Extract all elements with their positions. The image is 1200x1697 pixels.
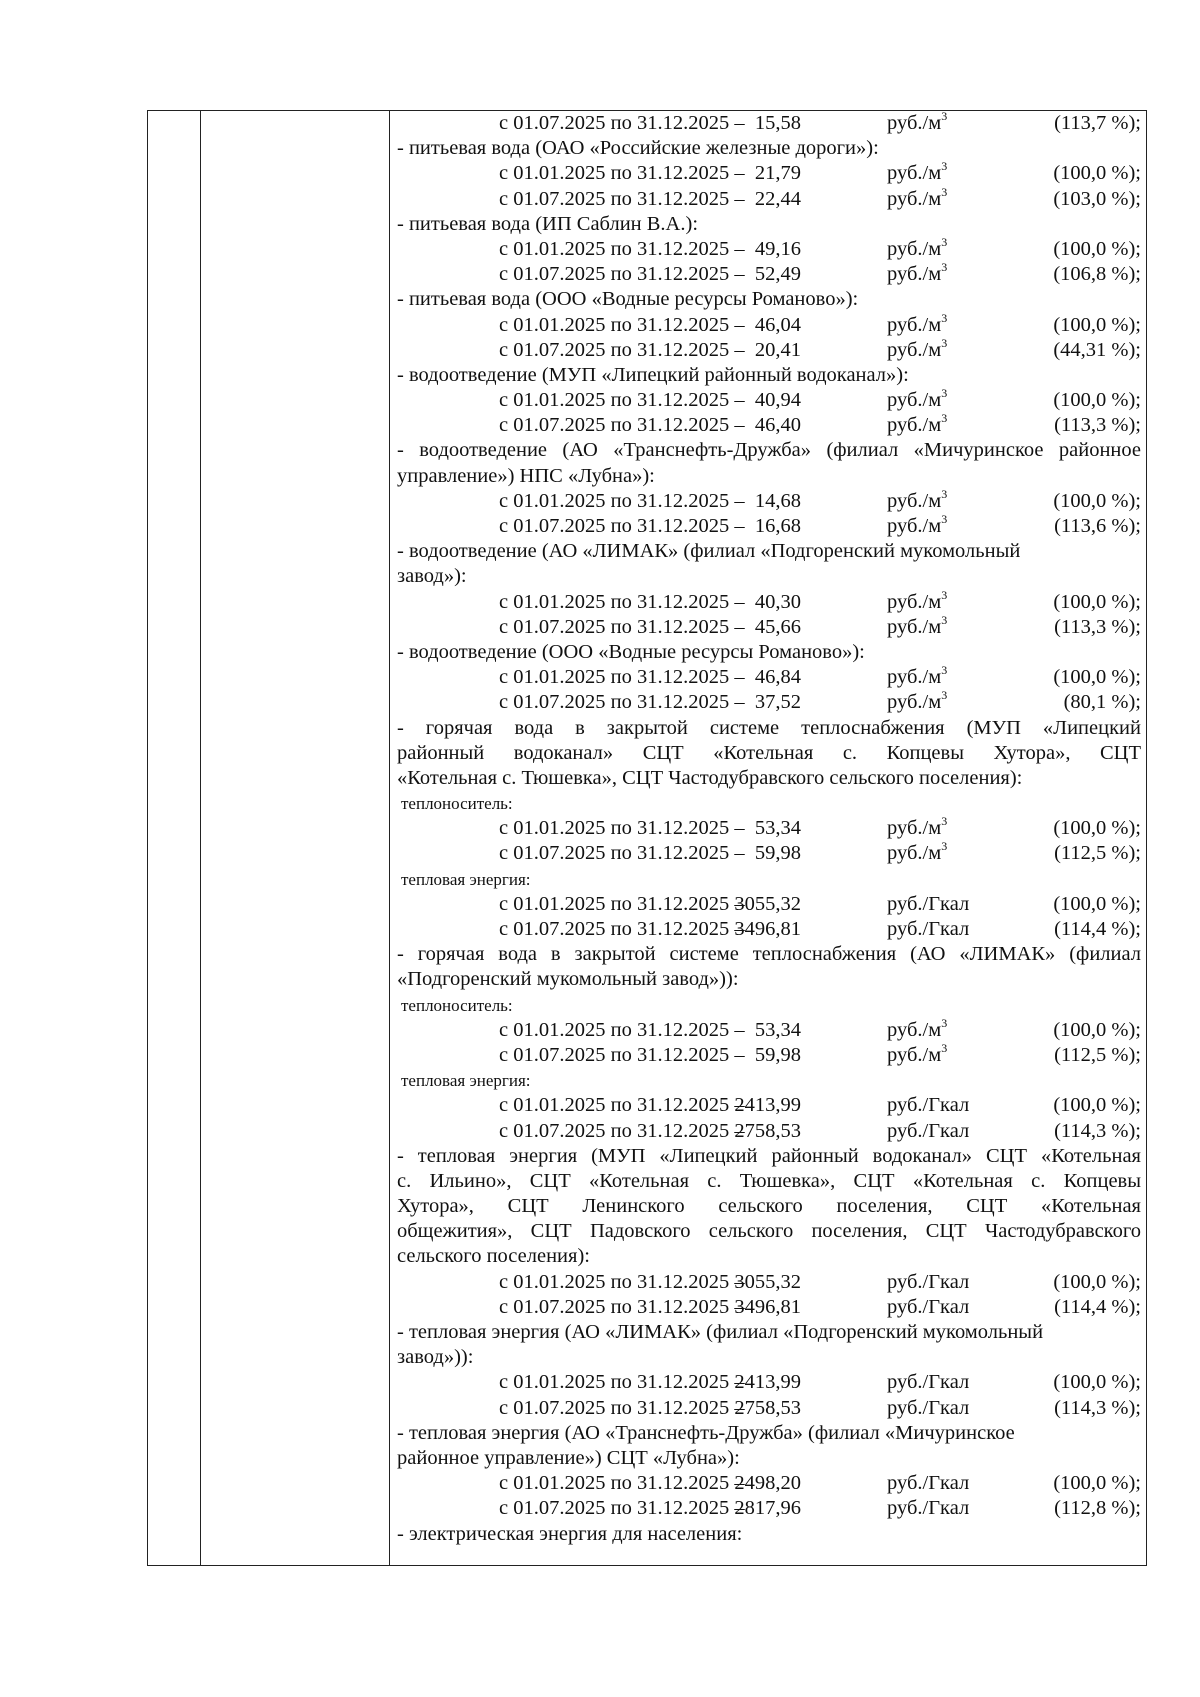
rate-value: 2758,53 (734, 1396, 801, 1419)
rate-percent: (100,0 %); (1053, 590, 1141, 613)
service-heading-line: - горячая вода в закрытой системе теплоснабжения (АО «ЛИМАК» (филиал (397, 943, 1141, 966)
service-heading (397, 287, 1141, 312)
rate-value: 3055,32 (734, 1270, 801, 1293)
tariff-rate-row (397, 1496, 1141, 1521)
service-heading (397, 942, 1141, 992)
service-heading-line: районный водоканал» СЦТ «Котельная с. Копцевы Хутора», СЦТ (397, 741, 1141, 764)
service-heading-line: - питьевая вода (ОАО «Российские железные дороги»): (397, 137, 879, 160)
rate-percent: (100,0 %); (1053, 817, 1141, 840)
rate-period: с 01.01.2025 по 31.12.2025 – (499, 1472, 745, 1495)
rate-unit-text: руб./Гкал (887, 892, 970, 915)
service-heading-line: - водоотведение (МУП «Липецкий районный водоканал»): (397, 363, 909, 386)
rate-unit-exponent: 3 (941, 335, 948, 350)
rate-value: 46,04 (754, 313, 801, 336)
rate-unit-text: руб./Гкал (887, 918, 970, 940)
rate-unit-text: руб./Гкал (887, 1497, 970, 1520)
rate-unit (887, 413, 947, 438)
service-heading-line: - тепловая энергия (АО «Транснефть-Дружба» (филиал «Мичуринское (397, 1421, 1015, 1444)
service-heading-line: «Котельная с. Тюшевка», СЦТ Частодубравского сельского поселения): (397, 766, 1023, 789)
rate-period: с 01.07.2025 по 31.12.2025 – (499, 1396, 745, 1419)
rate-value: 22,44 (754, 187, 801, 210)
rate-unit (887, 310, 948, 338)
rate-percent: (100,0 %); (1053, 162, 1141, 185)
rate-value: 15,58 (754, 112, 801, 134)
rate-period: с 01.01.2025 по 31.12.2025 – (499, 489, 745, 512)
document-table (147, 110, 1147, 1566)
rate-unit (887, 1471, 969, 1496)
tariff-rate-row (397, 1396, 1141, 1421)
rate-value: 20,41 (754, 338, 801, 361)
tariff-rate-row (397, 388, 1141, 413)
rate-unit-exponent: 3 (941, 612, 948, 627)
service-heading (397, 363, 1141, 388)
rate-unit-text: руб./Гкал (887, 1119, 970, 1142)
rate-unit-text: руб./м (887, 237, 942, 260)
rate-percent: (100,0 %); (1053, 666, 1141, 689)
rate-value: 59,98 (754, 842, 801, 865)
rate-percent: (112,5 %); (1054, 842, 1141, 865)
service-heading-line: - питьевая вода (ООО «Водные ресурсы Романово»): (397, 288, 859, 311)
rate-value: 53,34 (754, 1018, 801, 1041)
rate-unit-text: руб./м (887, 515, 942, 537)
tariff-rate-row (397, 1370, 1141, 1395)
service-heading-line: Хутора», СЦТ Ленинского сельского поселения, СЦТ «Котельная (397, 1195, 1141, 1218)
service-heading-line: - водоотведение (ООО «Водные ресурсы Романово»): (397, 640, 865, 663)
service-heading (397, 438, 1141, 488)
rate-unit (887, 1270, 969, 1295)
rate-percent: (100,0 %); (1053, 1094, 1141, 1117)
rate-period: с 01.07.2025 по 31.12.2025 – (499, 414, 745, 437)
rate-period: с 01.07.2025 по 31.12.2025 – (499, 1043, 745, 1066)
rate-value: 46,84 (754, 666, 801, 689)
rate-percent: (113,3 %); (1054, 414, 1141, 437)
rate-value: 16,68 (754, 515, 801, 537)
rate-unit (887, 1496, 969, 1521)
rate-unit-text: руб./Гкал (887, 1270, 970, 1293)
service-heading-line: завод»)): (397, 1346, 474, 1369)
rate-unit (887, 1040, 948, 1068)
tariff-rate-row (397, 413, 1141, 438)
rate-period: с 01.01.2025 по 31.12.2025 – (499, 389, 745, 412)
rate-unit-text: руб./м (887, 1043, 942, 1066)
rate-unit (887, 665, 947, 690)
service-heading-line: - водоотведение (АО «ЛИМАК» (филиал «Подгоренский мукомольный (397, 540, 1021, 563)
service-heading-line: - электрическая энергия для населения: (397, 1522, 743, 1545)
rate-unit-text: руб./м (887, 414, 942, 437)
rate-period: с 01.07.2025 по 31.12.2025 – (499, 338, 745, 361)
rate-percent: (103,0 %); (1053, 187, 1141, 210)
tariff-rate-row (397, 892, 1141, 917)
service-heading-line: сельского поселения): (397, 1245, 590, 1268)
rate-period: с 01.07.2025 по 31.12.2025 – (499, 1295, 745, 1318)
rate-period: с 01.07.2025 по 31.12.2025 – (499, 187, 745, 210)
rate-percent: (100,0 %); (1053, 313, 1141, 336)
rate-unit-text: руб./м (887, 389, 942, 412)
rate-value: 2413,99 (734, 1371, 801, 1394)
rate-period: с 01.07.2025 по 31.12.2025 – (499, 263, 745, 286)
rate-value: 49,16 (754, 237, 801, 260)
category-label: теплоноситель: (401, 794, 513, 814)
column-divider (389, 111, 390, 1565)
service-heading-line: - водоотведение (АО «Транснефть-Дружба» (филиал «Мичуринское районное (397, 439, 1141, 462)
rate-period: с 01.01.2025 по 31.12.2025 – (499, 1371, 745, 1394)
tariff-rate-row (397, 234, 1141, 262)
rate-unit-exponent: 3 (941, 109, 948, 123)
service-heading (397, 1522, 1141, 1547)
rate-unit-text: руб./м (887, 615, 942, 638)
tariff-rate-row (397, 486, 1141, 514)
service-heading (397, 716, 1141, 792)
rate-unit (887, 612, 948, 640)
rate-percent: (113,3 %); (1054, 615, 1141, 638)
rate-period: с 01.07.2025 по 31.12.2025 – (499, 515, 745, 537)
rate-unit-exponent: 3 (941, 411, 948, 426)
tariff-rate-row (397, 262, 1141, 287)
service-heading (397, 640, 1141, 665)
rate-period: с 01.01.2025 по 31.12.2025 – (499, 237, 745, 260)
rate-period: с 01.07.2025 по 31.12.2025 – (499, 842, 745, 865)
rate-unit-text: руб./м (887, 590, 942, 613)
rate-unit-text: руб./м (887, 489, 942, 512)
tariff-rate-row (397, 841, 1141, 866)
service-heading-line: - питьевая вода (ИП Саблин В.А.): (397, 212, 699, 235)
rate-period: с 01.07.2025 по 31.12.2025 – (499, 615, 745, 638)
rate-value: 37,52 (754, 691, 801, 714)
rate-unit-exponent: 3 (941, 1015, 948, 1030)
tariff-rate-row (397, 917, 1141, 942)
rate-unit-exponent: 3 (941, 587, 948, 602)
service-heading (397, 1320, 1141, 1370)
tariff-rate-row (397, 310, 1141, 338)
rate-unit-text: руб./Гкал (887, 1396, 970, 1419)
service-heading (397, 212, 1141, 237)
tariff-rate-row (397, 1093, 1141, 1118)
rate-unit (887, 1093, 969, 1118)
tariff-list (397, 111, 1141, 1547)
rate-percent: (100,0 %); (1053, 1371, 1141, 1394)
rate-value: 3496,81 (734, 918, 801, 940)
rate-unit-text: руб./м (887, 817, 942, 840)
tariff-rate-row (397, 612, 1141, 640)
service-heading-line: с. Ильино», СЦТ «Котельная с. Тюшевка», СЦТ «Котельная с. Копцевы (397, 1169, 1141, 1192)
rate-period: с 01.01.2025 по 31.12.2025 – (499, 817, 745, 840)
rate-unit (887, 486, 948, 514)
tariff-rate-row (397, 1471, 1141, 1496)
rate-percent: (113,6 %); (1054, 515, 1141, 537)
service-heading (397, 1421, 1141, 1471)
rate-period: с 01.01.2025 по 31.12.2025 – (499, 892, 745, 915)
rate-unit-text: руб./м (887, 187, 942, 210)
tariff-rate-row (397, 1040, 1141, 1068)
category-label: тепловая энергия: (401, 1071, 531, 1091)
tariff-rate-row (397, 587, 1141, 615)
rate-unit-exponent: 3 (941, 159, 948, 174)
category-label: тепловая энергия: (401, 869, 531, 889)
rate-unit-exponent: 3 (941, 486, 948, 501)
rate-unit-exponent: 3 (941, 310, 948, 325)
rate-value: 3496,81 (734, 1295, 801, 1318)
rate-unit-exponent: 3 (941, 234, 948, 249)
rate-unit (887, 1015, 948, 1043)
rate-unit-exponent: 3 (941, 184, 948, 199)
rate-unit-exponent: 3 (941, 260, 948, 275)
rate-unit-text: руб./м (887, 313, 942, 336)
rate-unit (887, 816, 947, 841)
rate-unit-exponent: 3 (941, 1040, 948, 1055)
rate-period: с 01.01.2025 по 31.12.2025 – (499, 590, 745, 613)
rate-unit (887, 1370, 969, 1395)
service-heading-line: районное управление») СЦТ «Лубна»): (397, 1446, 740, 1469)
rate-percent: (100,0 %); (1053, 1270, 1141, 1293)
tariff-rate-row (397, 514, 1141, 539)
rate-period: с 01.07.2025 по 31.12.2025 – (499, 1119, 745, 1142)
rate-percent: (100,0 %); (1053, 389, 1141, 412)
service-heading-line: - горячая вода в закрытой системе теплоснабжения (МУП «Липецкий (397, 716, 1141, 739)
service-heading-line: общежития», СЦТ Падовского сельского поселения, СЦТ Частодубравского (397, 1220, 1141, 1243)
rate-value: 21,79 (754, 162, 801, 185)
rate-percent: (80,1 %); (1063, 691, 1141, 714)
rate-percent: (112,8 %); (1054, 1497, 1141, 1520)
tariff-rate-row (397, 690, 1141, 715)
column-divider (200, 111, 201, 1565)
rate-percent: (100,0 %); (1053, 237, 1141, 260)
rate-unit-text: руб./м (887, 1018, 942, 1041)
service-heading (397, 1144, 1141, 1270)
rate-percent: (106,8 %); (1053, 263, 1141, 286)
rate-period: с 01.01.2025 по 31.12.2025 – (499, 1018, 745, 1041)
rate-period: с 01.01.2025 по 31.12.2025 – (499, 1270, 745, 1293)
rate-period: с 01.07.2025 по 31.12.2025 – (499, 112, 745, 134)
rate-unit (887, 587, 948, 615)
rate-value: 53,34 (754, 817, 801, 840)
tariff-rate-row (397, 1015, 1141, 1043)
rate-unit (887, 335, 948, 363)
rate-unit-text: руб./м (887, 263, 942, 286)
service-heading-line: - тепловая энергия (АО «ЛИМАК» (филиал «Подгоренский мукомольный (397, 1321, 1044, 1343)
rate-unit (887, 184, 948, 212)
rate-value: 2498,20 (734, 1472, 801, 1495)
tariff-rate-row (397, 665, 1141, 690)
rate-period: с 01.01.2025 по 31.12.2025 – (499, 666, 745, 689)
rate-unit (887, 1295, 969, 1320)
rate-value: 52,49 (754, 263, 801, 286)
rate-percent: (114,4 %); (1054, 1295, 1141, 1318)
rate-unit-exponent: 3 (941, 814, 948, 829)
rate-period: с 01.07.2025 по 31.12.2025 – (499, 691, 745, 714)
rate-percent: (112,5 %); (1054, 1043, 1141, 1066)
rate-percent: (114,3 %); (1054, 1119, 1141, 1142)
category-label: теплоноситель: (401, 995, 513, 1015)
rate-unit (887, 161, 947, 186)
rate-value: 40,94 (754, 389, 801, 412)
rate-unit-text: руб./м (887, 691, 942, 714)
service-heading-line: управление») НПС «Лубна»): (397, 464, 655, 487)
service-heading-line: - тепловая энергия (МУП «Липецкий районный водоканал» СЦТ «Котельная (397, 1144, 1141, 1167)
rate-unit (887, 234, 948, 262)
rate-value: 3055,32 (734, 892, 801, 915)
service-heading (397, 539, 1141, 589)
rate-unit-text: руб./Гкал (887, 1295, 970, 1318)
rate-unit-text: руб./Гкал (887, 1371, 970, 1394)
tariff-rate-row (397, 816, 1141, 841)
rate-percent: (44,31 %); (1053, 338, 1141, 361)
rate-unit (887, 892, 969, 917)
rate-value: 2413,99 (734, 1094, 801, 1117)
rate-value: 45,66 (754, 615, 801, 638)
rate-value: 59,98 (754, 1043, 801, 1066)
rate-period: с 01.01.2025 по 31.12.2025 – (499, 162, 745, 185)
rate-unit-exponent: 3 (941, 512, 948, 526)
rate-unit-exponent: 3 (941, 663, 948, 678)
rate-period: с 01.01.2025 по 31.12.2025 – (499, 313, 745, 336)
rate-period: с 01.07.2025 по 31.12.2025 – (499, 1497, 745, 1520)
rate-value: 2817,96 (734, 1497, 801, 1520)
rate-value: 40,30 (754, 590, 801, 613)
rate-unit (887, 1396, 969, 1421)
rate-unit (887, 1119, 969, 1144)
rate-percent: (100,0 %); (1053, 1018, 1141, 1041)
tariff-rate-row (397, 184, 1141, 212)
tariff-rate-row (397, 1270, 1141, 1295)
rate-period: с 01.07.2025 по 31.12.2025 – (499, 918, 745, 940)
rate-percent: (114,3 %); (1054, 1396, 1141, 1419)
rate-unit-text: руб./м (887, 666, 942, 689)
tariff-rate-row (397, 1295, 1141, 1320)
tariff-rate-row (397, 335, 1141, 363)
rate-value: 14,68 (754, 489, 801, 512)
rate-unit-text: руб./м (887, 338, 942, 361)
rate-unit (887, 262, 947, 287)
rate-percent: (114,4 %); (1054, 918, 1141, 940)
rate-unit (887, 514, 947, 539)
rate-unit-exponent: 3 (941, 839, 948, 854)
tariff-rate-row (397, 161, 1141, 186)
rate-percent: (100,0 %); (1053, 1472, 1141, 1495)
tariff-rate-row (397, 111, 1141, 136)
rate-unit (887, 690, 947, 715)
rate-unit-text: руб./м (887, 112, 942, 134)
rate-percent: (100,0 %); (1053, 489, 1141, 512)
rate-unit-text: руб./Гкал (887, 1094, 970, 1117)
rate-percent: (113,7 %); (1054, 112, 1141, 134)
rate-unit-text: руб./Гкал (887, 1472, 970, 1495)
rate-unit (887, 111, 947, 136)
tariff-rate-row (397, 1119, 1141, 1144)
service-heading-line: завод»): (397, 565, 467, 588)
rate-unit (887, 841, 947, 866)
rate-unit (887, 917, 969, 942)
rate-percent: (100,0 %); (1053, 892, 1141, 915)
rate-unit (887, 388, 947, 413)
rate-unit-text: руб./м (887, 842, 942, 865)
service-heading-line: «Подгоренский мукомольный завод»)): (397, 968, 739, 991)
rate-unit-exponent: 3 (941, 386, 948, 401)
service-heading (397, 136, 1141, 161)
rate-period: с 01.01.2025 по 31.12.2025 – (499, 1094, 745, 1117)
rate-unit-text: руб./м (887, 162, 942, 185)
rate-value: 2758,53 (734, 1119, 801, 1142)
rate-unit-exponent: 3 (941, 688, 948, 703)
rate-value: 46,40 (754, 414, 801, 437)
